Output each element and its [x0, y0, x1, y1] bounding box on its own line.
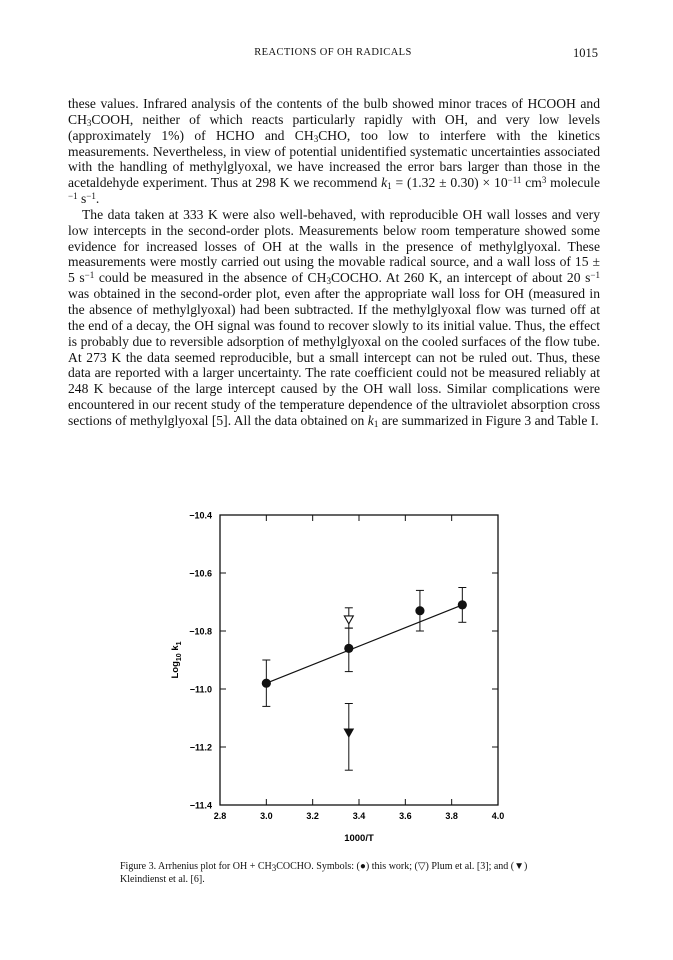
x-tick-label: 3.0	[260, 811, 273, 821]
data-point-plum	[344, 616, 353, 624]
x-tick-label: 3.8	[445, 811, 458, 821]
y-tick-label: −10.6	[189, 568, 212, 579]
running-header	[68, 47, 598, 63]
y-tick-label: −11.4	[189, 800, 212, 811]
text-run: 3	[313, 133, 319, 144]
body-text	[68, 96, 600, 429]
text-run: −1	[68, 191, 78, 202]
text-run: 3	[86, 117, 92, 128]
caption-label: Figure 3.	[120, 861, 157, 872]
text-run: could be measured in the absence of CH	[94, 270, 327, 286]
y-axis-title: Log$_{10}$ $k_1$	[170, 641, 183, 679]
y-tick-label: −10.8	[189, 626, 212, 637]
caption-subscript: 3	[271, 863, 277, 873]
text-run: are summarized in Figure 3 and Table I.	[378, 412, 599, 428]
data-point-kleindienst	[344, 729, 353, 737]
x-tick-label: 3.6	[399, 811, 412, 821]
text-run: k	[367, 412, 374, 428]
fit-line	[266, 605, 462, 683]
data-point-this-work	[458, 600, 467, 609]
text-run: 1	[373, 418, 379, 429]
text-run: 1	[387, 181, 392, 192]
y-tick-label: −11.0	[189, 684, 212, 695]
page-number: 1015	[573, 46, 598, 60]
text-run: these values. Infrared analysis of the contents of the bulb showed minor traces of HCOOH and CH	[68, 96, 600, 127]
text-run: molecule	[546, 175, 600, 191]
data-point-this-work	[262, 679, 271, 688]
text-run: The data taken at 333 K were also well-behaved, with reproducible OH wall losses and very low intercepts in the second-order plots. Measurements below room temperature showed some evidence for increased losses of OH at the walls in the presence of methylglyoxal. These measurements were mostly carried out using the movable radical source, and a wall loss of 15 ± 5 s	[68, 206, 600, 286]
text-run: CHO, too low to interfere with the kinetics measurements. Nevertheless, in view of potential unidentified systematic uncertainties associated with the handling of methylglyoxal, we have increased the error bars larger than those in the acetaldehyde experiment. Thus at 298 K we recommend	[68, 127, 600, 191]
text-run: COCHO. At 260 K, an intercept of about 20 s	[330, 270, 591, 286]
text-run: 3	[541, 175, 547, 186]
figure-caption	[120, 860, 560, 886]
x-tick-label: 3.2	[306, 811, 319, 821]
x-tick-label: 3.4	[352, 811, 366, 821]
data-point-this-work	[344, 644, 353, 653]
text-run: k	[381, 175, 388, 191]
x-tick-label: 2.8	[213, 811, 227, 821]
text-run: COOH, neither of which reacts particularly rapidly with OH, and very low levels (approximately 1%) of HCHO and CH	[68, 111, 600, 143]
text-run: −11	[507, 175, 522, 186]
x-tick-label: 4.0	[491, 811, 505, 821]
text-run: −1	[86, 191, 96, 202]
text-run: −1	[590, 270, 600, 281]
text-run: 3	[326, 276, 331, 287]
y-tick-label: −10.4	[189, 510, 212, 521]
y-tick-label: −11.2	[189, 742, 212, 753]
caption-text-pre: Arrhenius plot for OH + CH	[156, 861, 272, 872]
text-run: = (1.32 ± 0.30) × 10	[391, 175, 508, 191]
data-point-this-work	[415, 606, 424, 615]
text-run: .	[95, 191, 100, 207]
text-run: was obtained in the second-order plot, even after the appropriate wall loss for OH (measured in the absence of methylglyoxal) had been subtracted. If the methylglyoxal flow was turned off at the end of a decay, the OH signal was found to recover slowly to its initial value. Thus, the effect is probably due to reversible adsorption of methylglyoxal on the cooled surfaces of the flow tube. At 273 K the data seemed reproducible, but a small intercept can not be ruled out. Thus, these data are reported with a larger uncertainty. The rate coefficient could not be measured reliably at 248 K because of the large intercept caused by the OH wall loss. Similar complications were encountered in our recent study of the temperature dependence of the ultraviolet absorption cross sections of methylglyoxal [5]. All the data obtained on	[68, 286, 600, 428]
arrhenius-plot	[150, 492, 530, 852]
text-run: s	[77, 191, 87, 207]
running-title: REACTIONS OF OH RADICALS	[254, 47, 412, 58]
text-run: cm	[521, 175, 542, 191]
plot-frame	[220, 515, 498, 805]
paragraph	[68, 96, 600, 207]
paragraph	[68, 207, 600, 429]
x-axis-title: 1000/T	[344, 833, 374, 844]
text-run: −1	[84, 270, 95, 281]
caption-text-post: COCHO. Symbols: (●) this work; (▽) Plum et al. [3]; and (▼) Kleindienst et al. [6].	[120, 861, 528, 885]
figure-3	[150, 492, 530, 852]
